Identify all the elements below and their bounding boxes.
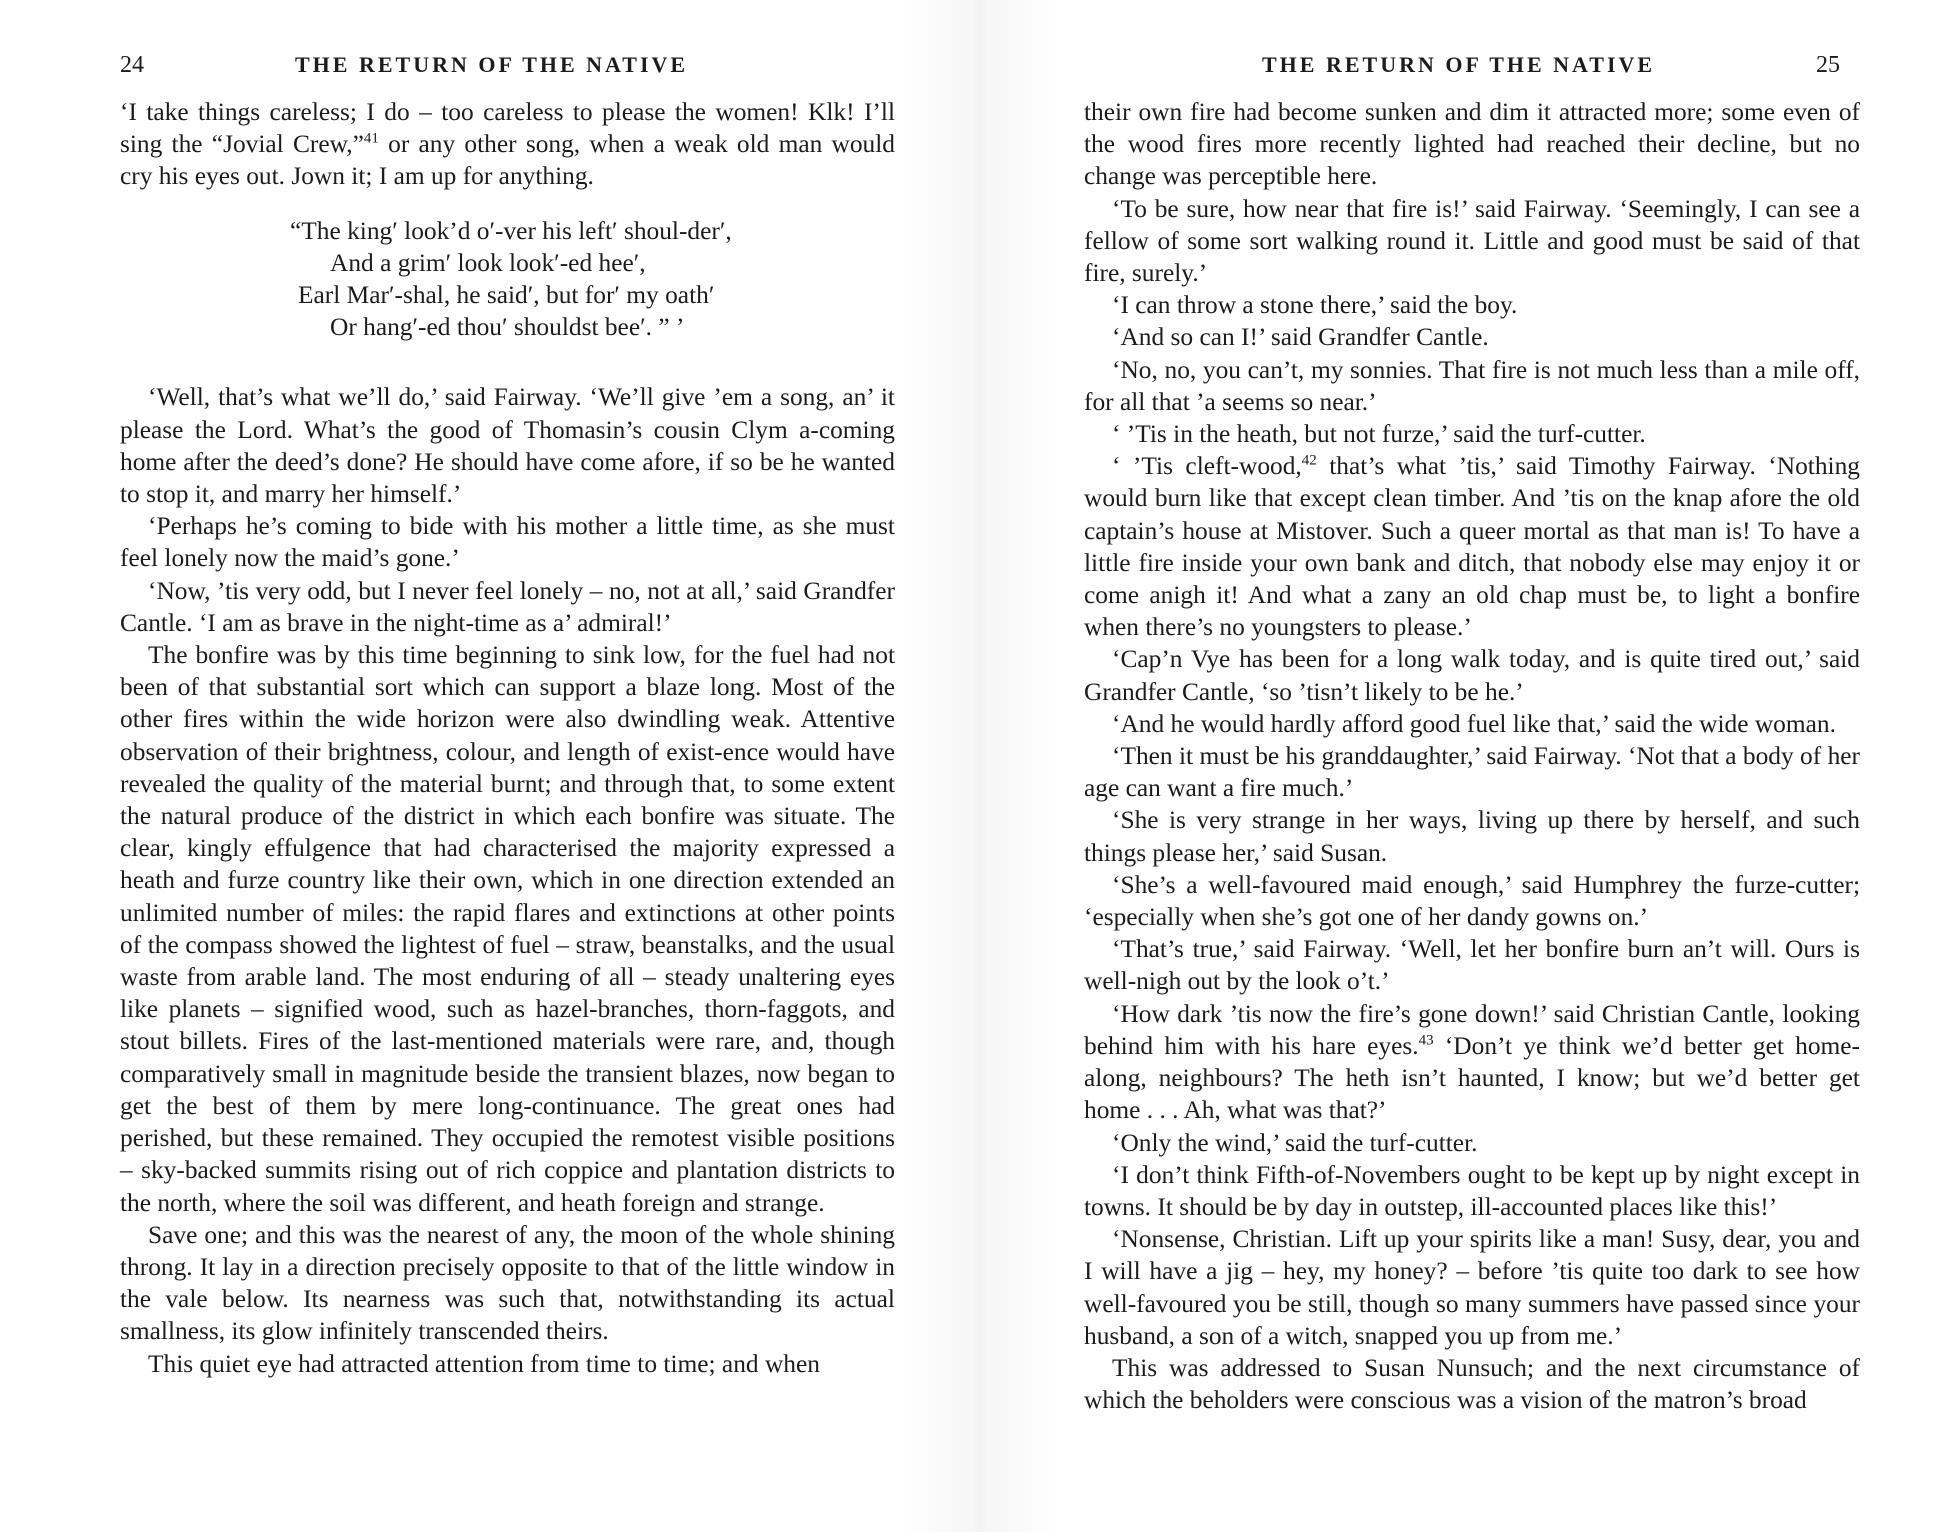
paragraph: ‘No, no, you can’t, my sonnies. That fire is not much less than a mile off, for all that ’a seems so near.’ xyxy=(1084,355,1860,416)
page-number: 25 xyxy=(1816,52,1840,78)
paragraph: The bonfire was by this time beginning to sink low, for the fuel had not been of that substantial sort which can support a blaze long. Most of the other fires within the wide horizon were also dwindling weak. Attentive observation of their brightness, colour, and length of exist-ence would have revealed the quality of the material burnt; and through that, to some extent the natural produce of the district in which each bonfire was situate. The clear, kingly effulgence that had characterised the majority expressed a heath and furze country like their own, which in one direction extended an unlimited number of miles: the rapid flares and extinctions at other points of the compass showed the lightest of fuel – straw, beanstalks, and the usual waste from arable land. The most enduring of all – steady unaltering eyes like planets – signified wood, such as hazel-branches, thorn-faggots, and stout billets. Fires of the last-mentioned materials were rare, and, though comparatively small in magnitude beside the transient blazes, now began to get the best of them by mere long-continuance. The great ones had perished, but these remained. They occupied the remotest visible positions – sky-backed summits rising out of rich coppice and plantation districts to the north, where the soil was different, and heath foreign and strange. xyxy=(120,641,895,1217)
footnote-ref[interactable]: 43 xyxy=(1418,1032,1434,1049)
footnote-ref[interactable]: 41 xyxy=(363,130,379,147)
paragraph: ‘Now, ’tis very odd, but I never feel lonely – no, not at all,’ said Grandfer Cantle. ‘I am as brave in the night-time as a’ admiral!’ xyxy=(120,576,895,637)
footnote-ref[interactable]: 42 xyxy=(1301,452,1317,469)
paragraph: ‘And so can I!’ said Grandfer Cantle. xyxy=(1112,323,1489,352)
verse-line: “The king′ look’d o′-ver his left′ shoul-der′, xyxy=(290,216,732,245)
paragraph: ‘To be sure, how near that fire is!’ said Fairway. ‘Seemingly, I can see a fellow of some sort walking round it. Little and good must be said of that fire, surely.’ xyxy=(1084,194,1860,288)
paragraph: ‘Nonsense, Christian. Lift up your spirits like a man! Susy, dear, you and I will have a jig – hey, my honey? – before ’tis quite too dark to see how well-favoured you be still, though so many summers have passed since your husband, a son of a witch, snapped you up from me.’ xyxy=(1084,1225,1860,1350)
paragraph: ‘She’s a well-favoured maid enough,’ said Humphrey the furze-cutter; ‘especially when she’s got one of her dandy gowns on.’ xyxy=(1084,870,1860,932)
page-number: 24 xyxy=(120,52,144,78)
paragraph: ‘ ’Tis cleft-wood,$^{42}$ that’s what ’tis,’ said Timothy Fairway. ‘Nothing would burn like that except clean timber. And ’tis on the knap afore the old captain’s house at Mistover. Such a queer mortal as that man is! To have a little fire inside your own bank and ditch, that nobody else may enjoy it or come anigh it! And what a zany an old chap must be, to light a bonfire when there’s no youngsters to please.’ xyxy=(1084,452,1860,642)
running-head: THE RETURN OF THE NATIVE xyxy=(295,52,689,77)
verse-line: And a grim′ look look′-ed hee′, xyxy=(330,248,646,277)
verse-line: Or hang′-ed thou′ shouldst bee′. ” ’ xyxy=(330,313,685,342)
left-page xyxy=(0,0,978,1532)
paragraph: ‘I take things careless; I do – too careless to please the women! Klk! I’ll sing the “Jovial Crew,”$^{41}$ or any other song, when a weak old man would cry his eyes out. Jown it; I am up for anything. xyxy=(120,98,895,191)
paragraph: This was addressed to Susan Nunsuch; and the next circumstance of which the beholders were conscious was a vision of the matron’s broad xyxy=(1084,1353,1860,1415)
paragraph: ‘Only the wind,’ said the turf-cutter. xyxy=(1112,1128,1478,1157)
paragraph: ‘Well, that’s what we’ll do,’ said Fairway. ‘We’ll give ’em a song, an’ it please the Lord. What’s the good of Thomasin’s cousin Clym a-coming home after the deed’s done? He should have come afore, if so be he wanted to stop it, and marry her himself.’ xyxy=(120,383,895,509)
paragraph: ‘Then it must be his granddaughter,’ said Fairway. ‘Not that a body of her age can want a fire much.’ xyxy=(1084,742,1860,803)
paragraph: Save one; and this was the nearest of any, the moon of the whole shining throng. It lay in a direction precisely opposite to that of the little window in the vale below. Its nearness was such that, notwithstanding its actual smallness, its glow infinitely transcended theirs. xyxy=(120,1220,895,1346)
paragraph: ‘ ’Tis in the heath, but not furze,’ said the turf-cutter. xyxy=(1112,420,1646,449)
paragraph-continuation: their own fire had become sunken and dim it attracted more; some even of the wood fires more recently lighted had reached their decline, but no change was perceptible here. xyxy=(1084,98,1860,191)
verse-line: Earl Mar′-shal, he said′, but for′ my oath′ xyxy=(298,281,715,310)
paragraph: This quiet eye had attracted attention from time to time; and when xyxy=(148,1349,820,1378)
right-page xyxy=(978,0,1957,1532)
paragraph: ‘That’s true,’ said Fairway. ‘Well, let her bonfire burn an’t will. Ours is well-nigh out by the look o’t.’ xyxy=(1084,935,1860,996)
paragraph: ‘I can throw a stone there,’ said the boy. xyxy=(1112,291,1518,320)
paragraph: ‘How dark ’tis now the fire’s gone down!’ said Christian Cantle, looking behind him with his hare eyes.$^{43}$ ‘Don’t ye think we’d better get home-along, neighbours? The heth isn’t haunted, I know; but we’d better get home . . . Ah, what was that?’ xyxy=(1084,999,1860,1125)
paragraph: ‘I don’t think Fifth-of-Novembers ought to be kept up by night except in towns. It should be by day in outstep, ill-accounted places like this!’ xyxy=(1084,1160,1860,1221)
paragraph: ‘Perhaps he’s coming to bide with his mother a little time, as she must feel lonely now the maid’s gone.’ xyxy=(120,512,895,573)
paragraph: ‘Cap’n Vye has been for a long walk today, and is quite tired out,’ said Grandfer Cantle, ‘so ’tisn’t likely to be he.’ xyxy=(1084,645,1860,706)
song-verse xyxy=(120,215,895,344)
paragraph: ‘She is very strange in her ways, living up there by herself, and such things please her,’ said Susan. xyxy=(1084,806,1860,867)
right-page-text xyxy=(1084,96,1860,1416)
running-head: THE RETURN OF THE NATIVE xyxy=(1262,52,1656,77)
paragraph: ‘And he would hardly afford good fuel like that,’ said the wide woman. xyxy=(1112,709,1836,738)
left-page-text xyxy=(120,96,895,1380)
